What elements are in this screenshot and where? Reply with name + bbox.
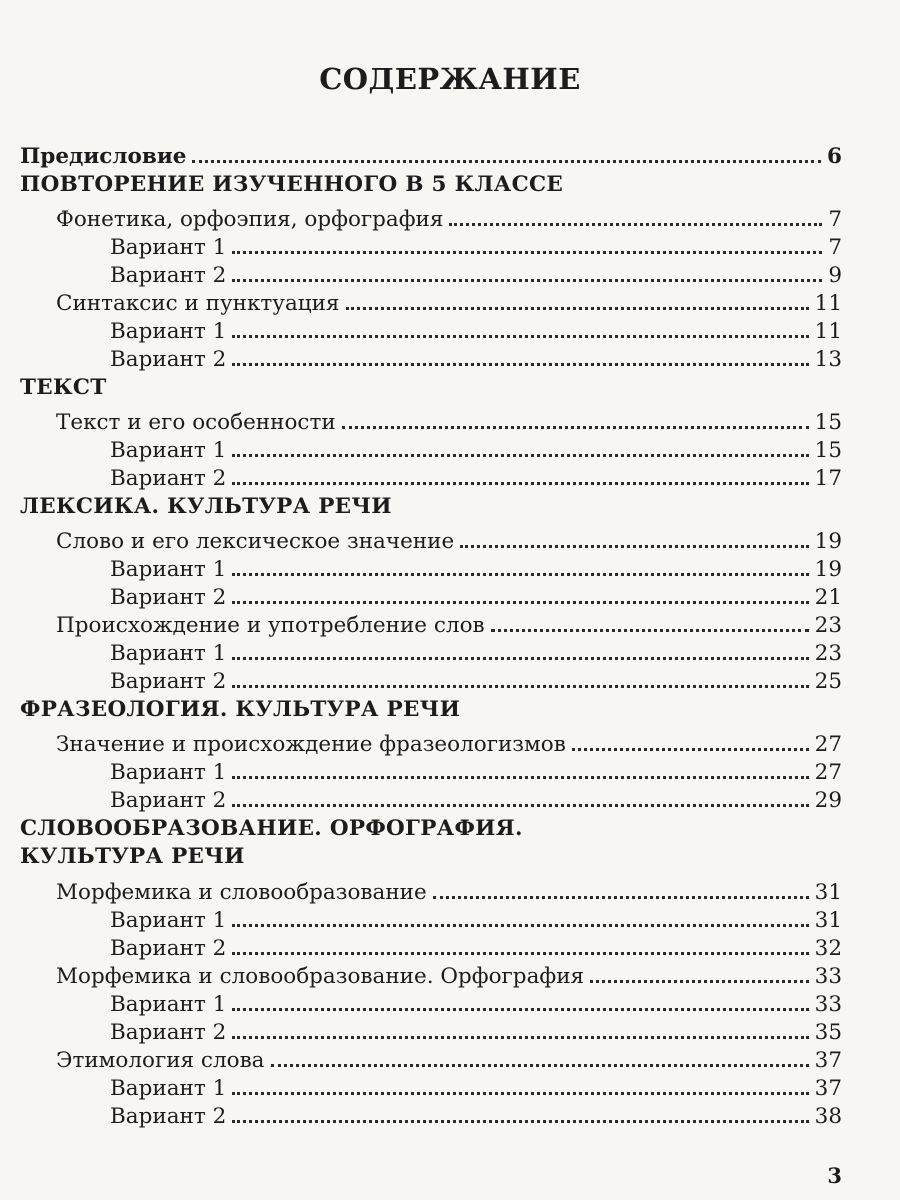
- toc-entry-label: Вариант 1: [110, 318, 227, 344]
- toc-entry-label: Слово и его лексическое значение: [56, 528, 455, 554]
- toc-entry-label: Вариант 2: [110, 935, 227, 961]
- toc-entry-page: 33: [814, 963, 842, 989]
- toc-entry-page: 37: [814, 1047, 842, 1073]
- toc-variant-entry: [110, 455, 842, 489]
- page-title: СОДЕРЖАНИЕ: [319, 62, 581, 96]
- toc-entry-label: Вариант 1: [110, 437, 227, 463]
- toc-entry-label: Вариант 2: [110, 262, 227, 288]
- dot-leader: [232, 684, 808, 688]
- section-heading: СЛОВООБРАЗОВАНИЕ. ОРФОГРАФИЯ.: [20, 816, 523, 841]
- toc-entry-page: 32: [814, 935, 842, 961]
- toc-entry-label: Вариант 1: [110, 991, 227, 1017]
- toc-entry-label: Морфемика и словообразование. Орфография: [56, 963, 585, 989]
- toc-entry-page: 7: [828, 206, 842, 232]
- section-heading: ТЕКСТ: [20, 375, 107, 400]
- toc-entry-page: 29: [814, 787, 842, 813]
- dot-leader: [232, 481, 808, 485]
- dot-leader: [192, 159, 821, 163]
- toc-entry-page: 31: [814, 907, 842, 933]
- toc-entry-page: 33: [814, 991, 842, 1017]
- section-heading: ЛЕКСИКА. КУЛЬТУРА РЕЧИ: [20, 494, 392, 519]
- toc-entry-page: 11: [814, 318, 842, 344]
- toc-entry-label: Значение и происхождение фразеологизмов: [56, 731, 566, 757]
- toc-entry-page: 21: [814, 584, 842, 610]
- toc-entry-page: 25: [814, 668, 842, 694]
- toc-entry-page: 38: [814, 1103, 842, 1129]
- toc-entry-label: Вариант 2: [110, 787, 227, 813]
- toc-entry-page: 13: [814, 346, 842, 372]
- toc-variant-entry: [110, 777, 842, 811]
- toc-entry-label: Вариант 2: [110, 1103, 227, 1129]
- toc-entry-label: Вариант 1: [110, 234, 227, 260]
- toc-entry-label: Вариант 2: [110, 346, 227, 372]
- toc-variant-entry: [110, 336, 842, 370]
- toc-entry-label: Вариант 2: [110, 668, 227, 694]
- toc-entry-page: 9: [828, 262, 842, 288]
- dot-leader: [232, 803, 808, 807]
- toc-entry-label: Происхождение и употребление слов: [56, 612, 485, 638]
- toc-entry-page: 23: [814, 640, 842, 666]
- toc-entry-page: 11: [814, 290, 842, 316]
- toc-entry-label: Этимология слова: [56, 1047, 265, 1073]
- dot-leader: [232, 1119, 808, 1123]
- toc-entry-page: 27: [814, 731, 842, 757]
- toc-entry-label: Предисловие: [20, 143, 187, 169]
- toc-entry-label: Вариант 2: [110, 1019, 227, 1045]
- toc-entry-label: Вариант 2: [110, 465, 227, 491]
- toc-entry-page: 19: [814, 528, 842, 554]
- toc-entry-page: 7: [828, 234, 842, 260]
- toc-entry-label: Текст и его особенности: [56, 409, 336, 435]
- section-heading: КУЛЬТУРА РЕЧИ: [20, 844, 245, 869]
- toc-entry-label: Вариант 1: [110, 640, 227, 666]
- page-number: 3: [827, 1163, 842, 1188]
- toc-entry-page: 27: [814, 759, 842, 785]
- toc-variant-entry: [110, 658, 842, 692]
- toc-entry-label: Вариант 1: [110, 759, 227, 785]
- toc-entry: [20, 133, 842, 167]
- toc-entry-label: Вариант 2: [110, 584, 227, 610]
- toc-entry-label: Вариант 1: [110, 907, 227, 933]
- toc-entry-label: Морфемика и словообразование: [56, 879, 427, 905]
- toc-entry-page: 17: [814, 465, 842, 491]
- toc-entry-page: 15: [814, 437, 842, 463]
- toc-variant-entry: [110, 1093, 842, 1127]
- dot-leader: [232, 362, 808, 366]
- toc-entry-page: 37: [814, 1075, 842, 1101]
- section-heading: ФРАЗЕОЛОГИЯ. КУЛЬТУРА РЕЧИ: [20, 697, 461, 722]
- toc-entry-page: 15: [814, 409, 842, 435]
- toc-entry-page: 35: [814, 1019, 842, 1045]
- toc-entry-page: 6: [827, 143, 842, 169]
- section-heading: ПОВТОРЕНИЕ ИЗУЧЕННОГО В 5 КЛАССЕ: [20, 172, 564, 197]
- toc-entry-label: Синтаксис и пунктуация: [56, 290, 340, 316]
- toc-entry-page: 19: [814, 556, 842, 582]
- toc-entry-page: 23: [814, 612, 842, 638]
- toc-entry-label: Вариант 1: [110, 556, 227, 582]
- toc-entry-page: 31: [814, 879, 842, 905]
- toc-entry-label: Вариант 1: [110, 1075, 227, 1101]
- toc-entry-label: Фонетика, орфоэпия, орфография: [56, 206, 444, 232]
